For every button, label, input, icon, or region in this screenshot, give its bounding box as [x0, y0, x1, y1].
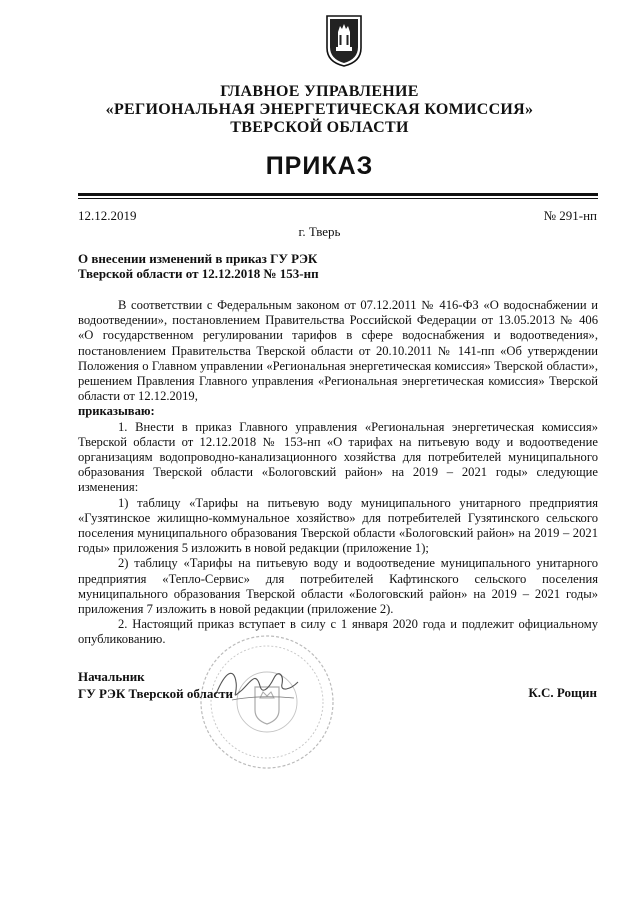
org-name-line3: ТВЕРСКОЙ ОБЛАСТИ	[230, 119, 409, 136]
coat-of-arms-icon	[325, 14, 363, 68]
order-item-1-2: 2) таблицу «Тарифы на питьевую воду и водоотведение муниципального унитарного предприятия «Тепло-Сервис» для потребителей Кафтинского сельского поселения муниципального образования Тверской области «Бологовский район» на 2019 – 2021 годы» приложения 7 изложить в новой редакции (приложение 2).	[78, 556, 598, 617]
order-item-2: 2. Настоящий приказ вступает в силу с 1 января 2020 года и подлежит официальному опубликованию.	[78, 617, 598, 647]
signatory-position	[78, 668, 233, 702]
document-number: № 291-нп	[543, 208, 597, 223]
document-subject	[78, 251, 319, 281]
subject-line1: О внесении изменений в приказ ГУ РЭК	[78, 251, 318, 266]
order-item-1-1: 1) таблицу «Тарифы на питьевую воду муниципального унитарного предприятия «Гузятинское жилищно-коммунальное хозяйство» для потребителей Гузятинского сельского поселения муниципального образования Тверской области «Бологовский район» на 2019 – 2021 годы» приложения 5 изложить в новой редакции (приложение 1);	[78, 495, 598, 556]
signatory-position-line2: ГУ РЭК Тверской области	[78, 686, 233, 701]
org-name-line2: «РЕГИОНАЛЬНАЯ ЭНЕРГЕТИЧЕСКАЯ КОМИССИЯ»	[105, 101, 534, 118]
order-item-1: 1. Внести в приказ Главного управления «Региональная энергетическая комиссия» Тверской области от 12.12.2018 № 153-нп «О тарифах на питьевую воду и водоотведение организациям водопроводно-канализационного хозяйства для потребителей муниципального образования Тверской области «Бологовский район» на 2019 – 2021 годы» следующие изменения:	[78, 419, 598, 495]
orders-label: приказываю:	[78, 404, 155, 419]
header-divider-thin	[78, 198, 598, 199]
document-title: ПРИКАЗ	[265, 152, 374, 180]
document-body	[78, 298, 598, 648]
preamble-paragraph: В соответствии с Федеральным законом от 07.12.2011 № 416-ФЗ «О водоснабжении и водоотведении», постановлением Правительства Российской Федерации от 13.05.2013 № 406 «О государственном регулировании тарифов в сфере водоснабжения и водоотведения», постановлением Правительства Тверской области от 20.10.2011 № 141-пп «Об утверждении Положения о Главном управлении «Региональная энергетическая комиссия» Тверской области», решением Правления Главного управления «Региональная энергетическая комиссия» Тверской области от 12.12.2019,	[78, 298, 598, 404]
document-date: 12.12.2019	[78, 208, 137, 223]
signatory-position-line1: Начальник	[78, 669, 145, 684]
org-name-line1: ГЛАВНОЕ УПРАВЛЕНИЕ	[220, 83, 419, 100]
subject-line2: Тверской области от 12.12.2018 № 153-нп	[78, 266, 319, 281]
document-city: г. Тверь	[298, 224, 341, 239]
signatory-name: К.С. Рощин	[528, 685, 597, 700]
header-divider	[78, 193, 598, 196]
